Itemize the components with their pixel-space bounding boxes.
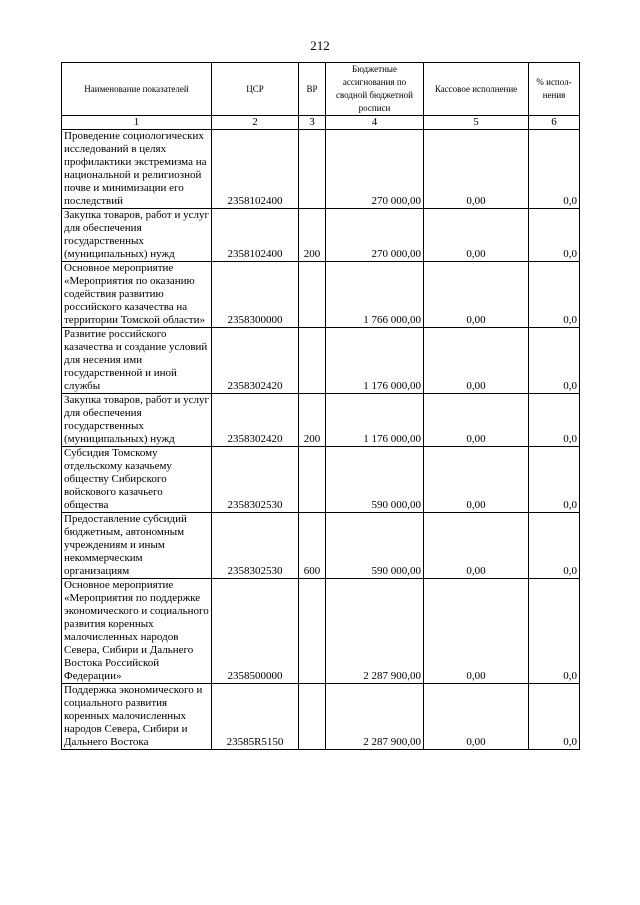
indicator-name: Закупка товаров, работ и услуг для обеспечения государственных (муниципальных) нужд (62, 209, 212, 262)
indicator-name: Развитие российского казачества и создание условий для несения ими государственной и иной службы (62, 328, 212, 394)
column-number: 3 (299, 116, 326, 130)
budget-amount: 590 000,00 (326, 513, 424, 579)
execution-percent: 0,0 (529, 579, 580, 684)
header-cash-execution: Кассовое исполнение (424, 63, 529, 116)
csr-code: 2358302530 (212, 447, 299, 513)
execution-percent: 0,0 (529, 394, 580, 447)
table-row (62, 130, 580, 209)
indicator-name: Поддержка экономического и социального развития коренных малочисленных народов Севера, Сибири и Дальнего Востока (62, 684, 212, 750)
budget-amount: 1 176 000,00 (326, 328, 424, 394)
table-row (62, 209, 580, 262)
table-row (62, 684, 580, 750)
execution-percent: 0,0 (529, 513, 580, 579)
execution-percent: 0,0 (529, 684, 580, 750)
vr-code (299, 130, 326, 209)
csr-code: 2358302530 (212, 513, 299, 579)
header-budget-allocations: Бюджетные ассигнования по сводной бюджетной росписи (326, 63, 424, 116)
vr-code (299, 447, 326, 513)
indicator-name: Проведение социологических исследований в целях профилактики экстремизма на национальной и религиозной почве и минимизации его последствий (62, 130, 212, 209)
header-indicator-name: Наименование показателей (62, 63, 212, 116)
cash-execution-amount: 0,00 (424, 394, 529, 447)
column-number: 5 (424, 116, 529, 130)
csr-code: 2358102400 (212, 130, 299, 209)
column-number-row (62, 116, 580, 130)
cash-execution-amount: 0,00 (424, 209, 529, 262)
vr-code (299, 579, 326, 684)
csr-code: 2358102400 (212, 209, 299, 262)
table-row (62, 394, 580, 447)
execution-percent: 0,0 (529, 130, 580, 209)
execution-percent: 0,0 (529, 209, 580, 262)
header-csr: ЦСР (212, 63, 299, 116)
indicator-name: Основное мероприятие «Мероприятия по поддержке экономического и социального развития коренных малочисленных народов Севера, Сибири и Дальнего Востока Российской Федерации» (62, 579, 212, 684)
header-vr: ВР (299, 63, 326, 116)
execution-percent: 0,0 (529, 262, 580, 328)
header-execution-percent: % испол- нения (529, 63, 580, 116)
vr-code: 200 (299, 209, 326, 262)
indicator-name: Предоставление субсидий бюджетным, автономным учреждениям и иным некоммерческим организациям (62, 513, 212, 579)
table-row (62, 447, 580, 513)
csr-code: 2358302420 (212, 394, 299, 447)
csr-code: 23585R5150 (212, 684, 299, 750)
cash-execution-amount: 0,00 (424, 513, 529, 579)
cash-execution-amount: 0,00 (424, 684, 529, 750)
csr-code: 2358500000 (212, 579, 299, 684)
vr-code: 200 (299, 394, 326, 447)
budget-amount: 1 176 000,00 (326, 394, 424, 447)
column-number: 2 (212, 116, 299, 130)
indicator-name: Закупка товаров, работ и услуг для обеспечения государственных (муниципальных) нужд (62, 394, 212, 447)
cash-execution-amount: 0,00 (424, 262, 529, 328)
budget-amount: 270 000,00 (326, 130, 424, 209)
csr-code: 2358300000 (212, 262, 299, 328)
vr-code (299, 328, 326, 394)
budget-amount: 590 000,00 (326, 447, 424, 513)
budget-amount: 2 287 900,00 (326, 579, 424, 684)
indicator-name: Основное мероприятие «Мероприятия по оказанию содействия развитию российского казачества на территории Томской области» (62, 262, 212, 328)
vr-code (299, 262, 326, 328)
column-number: 6 (529, 116, 580, 130)
indicator-name: Субсидия Томскому отдельскому казачьему обществу Сибирского войскового казачьего общества (62, 447, 212, 513)
header-row (62, 63, 580, 116)
table-row (62, 513, 580, 579)
budget-amount: 1 766 000,00 (326, 262, 424, 328)
table-row (62, 262, 580, 328)
cash-execution-amount: 0,00 (424, 130, 529, 209)
table-row (62, 328, 580, 394)
column-number: 4 (326, 116, 424, 130)
vr-code (299, 684, 326, 750)
cash-execution-amount: 0,00 (424, 579, 529, 684)
budget-execution-table (61, 62, 580, 750)
cash-execution-amount: 0,00 (424, 328, 529, 394)
execution-percent: 0,0 (529, 328, 580, 394)
csr-code: 2358302420 (212, 328, 299, 394)
vr-code: 600 (299, 513, 326, 579)
budget-amount: 2 287 900,00 (326, 684, 424, 750)
table-row (62, 579, 580, 684)
budget-amount: 270 000,00 (326, 209, 424, 262)
column-number: 1 (62, 116, 212, 130)
cash-execution-amount: 0,00 (424, 447, 529, 513)
execution-percent: 0,0 (529, 447, 580, 513)
page-number: 212 (310, 38, 330, 53)
